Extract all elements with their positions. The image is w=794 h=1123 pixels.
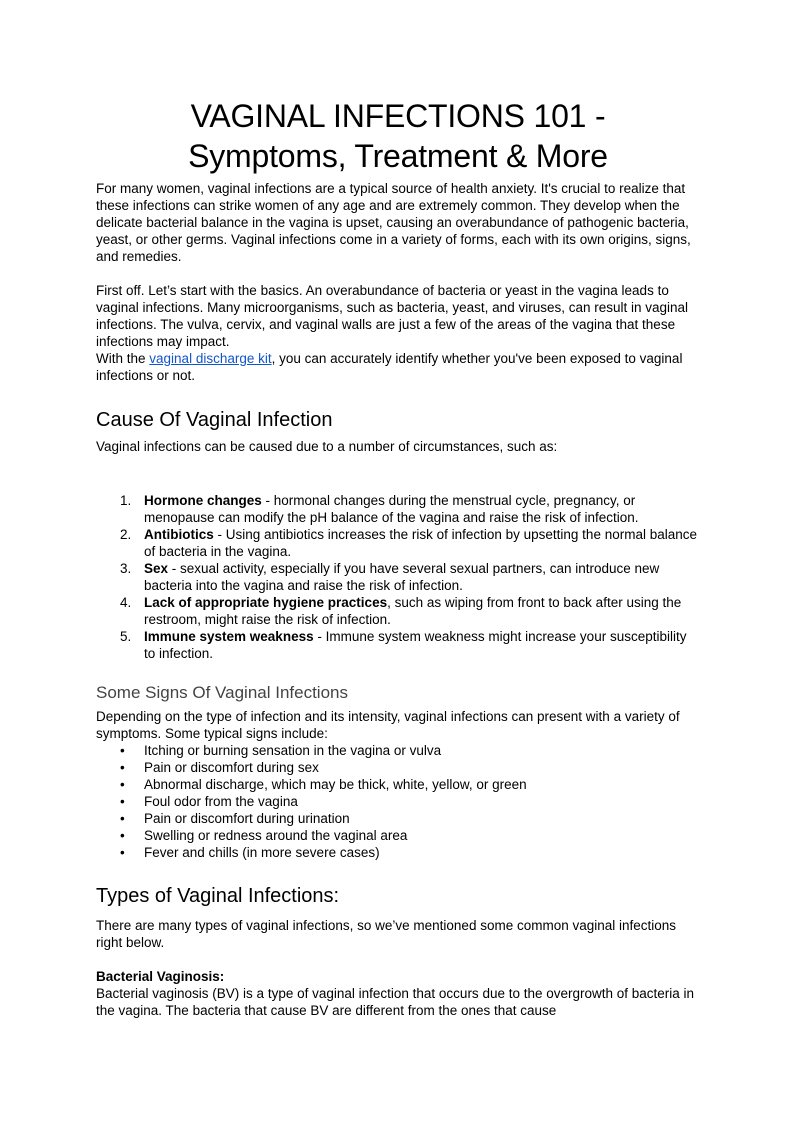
cause-title: Hormone changes — [144, 493, 262, 508]
bv-heading-text: Bacterial Vaginosis: — [96, 969, 225, 984]
cause-item — [96, 492, 700, 526]
intro-p3-after: , you can accurately identify whether you've been exposed to vaginal infections or not. — [96, 351, 683, 383]
signs-heading: Some Signs Of Vaginal Infections — [96, 683, 348, 702]
signs-list — [96, 742, 700, 861]
vaginal-discharge-kit-link[interactable]: vaginal discharge kit — [149, 351, 272, 366]
cause-text: - Immune system weakness might increase your susceptibility to infection. — [144, 629, 687, 661]
sign-item: • Fever and chills (in more severe cases) — [96, 844, 700, 861]
sign-item: • Pain or discomfort during sex — [96, 759, 700, 776]
sign-item: • Foul odor from the vagina — [96, 793, 700, 810]
page-title — [96, 96, 700, 176]
cause-item — [96, 628, 700, 662]
cause-number: 5. — [120, 629, 132, 644]
causes-lead: Vaginal infections can be caused due to a number of circumstances, such as: — [96, 439, 558, 454]
cause-text: - sexual activity, especially if you have several sexual partners, can introduce new bacteria into the vagina and raise the risk of infection. — [144, 561, 660, 593]
cause-text: - Using antibiotics increases the risk of infection by upsetting the normal balance of bacteria in the vagina. — [144, 527, 698, 559]
sign-item: • Abnormal discharge, which may be thick, white, yellow, or green — [96, 776, 700, 793]
cause-number: 2. — [120, 527, 132, 542]
intro-paragraph-1: For many women, vaginal infections are a typical source of health anxiety. It's crucial to realize that these infections can strike women of any age and are extremely common. They develop when the delicate bacterial balance in the vagina is upset, causing an overabundance of pathogenic bacteria, yeast, or other germs. Vaginal infections come in a variety of forms, each with its own origins, signs, and remedies. — [96, 181, 691, 264]
sign-item: • Itching or burning sensation in the vagina or vulva — [96, 742, 700, 759]
cause-title: Sex — [144, 561, 169, 576]
causes-heading: Cause Of Vaginal Infection — [96, 409, 333, 431]
cause-text: , such as wiping from front to back after using the restroom, might raise the risk of infection. — [144, 595, 682, 627]
sign-item: • Swelling or redness around the vaginal area — [96, 827, 700, 844]
signs-lead: Depending on the type of infection and its intensity, vaginal infections can present with a variety of symptoms. Some typical signs include: — [96, 709, 680, 741]
intro-paragraph-3 — [96, 350, 700, 384]
title-line-2: Symptoms, Treatment & More — [188, 138, 608, 174]
title-line-1: VAGINAL INFECTIONS 101 - — [190, 98, 606, 134]
cause-title: Antibiotics — [144, 527, 214, 542]
cause-title: Immune system weakness — [144, 629, 314, 644]
cause-item — [96, 560, 700, 594]
cause-item — [96, 526, 700, 560]
intro-p3-before: With the — [96, 351, 150, 366]
bv-heading — [96, 968, 700, 985]
sign-item: • Pain or discomfort during urination — [96, 810, 700, 827]
types-heading: Types of Vaginal Infections: — [96, 885, 340, 907]
cause-item — [96, 594, 700, 628]
intro-paragraph-2: First off. Let’s start with the basics. An overabundance of bacteria or yeast in the vagina leads to vaginal infections. Many microorganisms, such as bacteria, yeast, and viruses, can result in vaginal infections. The vulva, cervix, and vaginal walls are just a few of the areas of the vagina that these infections may impact. — [96, 283, 689, 349]
types-lead: There are many types of vaginal infections, so we’ve mentioned some common vaginal infections right below. — [96, 918, 677, 950]
bv-paragraph: Bacterial vaginosis (BV) is a type of vaginal infection that occurs due to the overgrowth of bacteria in the vagina. The bacteria that cause BV are different from the ones that cause — [96, 986, 695, 1018]
cause-number: 3. — [120, 561, 132, 576]
causes-list — [96, 492, 700, 662]
cause-number: 4. — [120, 595, 132, 610]
cause-text: - hormonal changes during the menstrual cycle, pregnancy, or menopause can modify the pH balance of the vagina and raise the risk of infection. — [144, 493, 639, 525]
cause-number: 1. — [120, 493, 132, 508]
document-page — [96, 96, 700, 1019]
cause-title: Lack of appropriate hygiene practices — [144, 595, 388, 610]
